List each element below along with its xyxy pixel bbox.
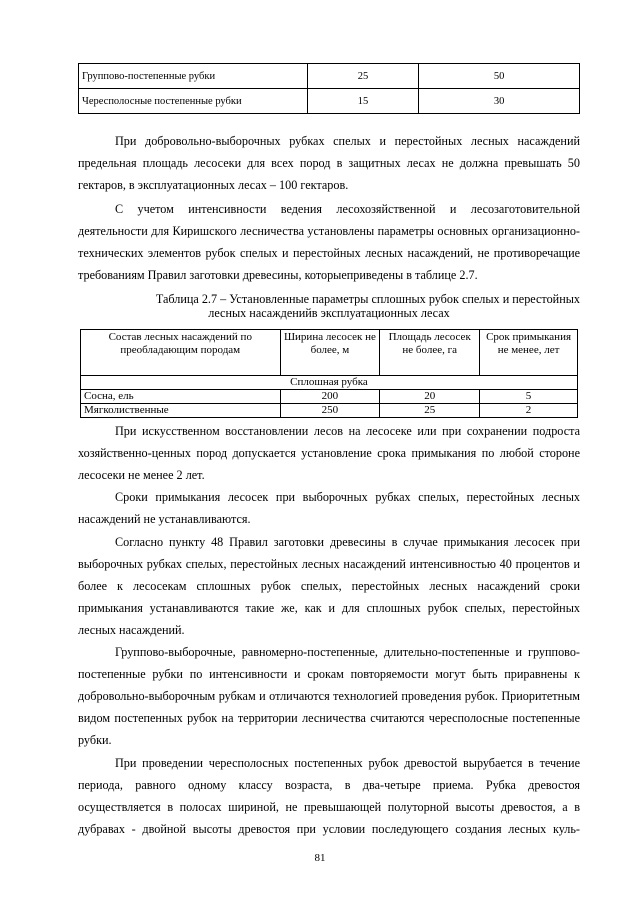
- paragraph: При проведении чересполосных постепенных рубок древостой вырубается в течение периода, равного одному классу возраста, в два-четыре приема. Рубка древостоя осуществляется в полосах шириной, не превышающей полуторной высоты древостоя, а в дубравах - двойной высоты древостоя при условии последующего создания лесных куль-: [78, 756, 580, 836]
- paragraph: Сроки примыкания лесосек при выборочных рубках спелых, перестойных лесных насаждений не устанавливаются.: [78, 490, 580, 526]
- table-cell: 200: [280, 390, 380, 404]
- table-row: [81, 390, 578, 404]
- table-cell: 2: [480, 404, 578, 418]
- table-cell: Группово-постепенные рубки: [79, 64, 308, 89]
- table-cell: Мягколиственные: [81, 404, 281, 418]
- paragraph: С учетом интенсивности ведения лесохозяйственной и лесозаготовительной деятельности для Киришского лесничества установлены параметры основных организационно-технических элементов рубок спелых и перестойных лесных насаждений, не противоречащие требованиям Правил заготовки древесины, которыеприведены в таблице 2.7.: [78, 202, 580, 282]
- table-cell: 25: [307, 64, 419, 89]
- table-subheader-row: [81, 376, 578, 390]
- subheader-cell: Сплошная рубка: [81, 376, 578, 390]
- table-cell: 30: [419, 89, 580, 114]
- parameters-table: [80, 329, 578, 418]
- continuation-table: [78, 63, 580, 114]
- table-row: [81, 404, 578, 418]
- caption-line: лесных насажденийв эксплуатационных лесах: [208, 306, 450, 320]
- table-cell: 50: [419, 64, 580, 89]
- paragraph: При добровольно-выборочных рубках спелых и перестойных лесных насаждений предельная площадь лесосеки для всех пород в защитных лесах не должна превышать 50 гектаров, в эксплуатационных лесах – 100 гектаров.: [78, 134, 580, 192]
- table-cell: 20: [380, 390, 480, 404]
- paragraph: Группово-выборочные, равномерно-постепенные, длительно-постепенные и группово-постепенные рубки по интенсивности и срокам повторяемости могут быть приравнены к добровольно-выборочным рубкам и отличаются технологией проведения рубок. Приоритетным видом постепенных рубок на территории лесничества считаются чересполосные постепенные рубки.: [78, 645, 580, 747]
- column-header: Ширина лесосек не более, м: [280, 330, 380, 376]
- column-header: Срок примыкания не менее, лет: [480, 330, 578, 376]
- paragraph: При искусственном восстановлении лесов на лесосеке или при сохранении подроста хозяйственно-ценных пород допускается установление срока примыкания по любой стороне лесосеки не менее 2 лет.: [78, 424, 580, 482]
- column-header: Площадь лесосек не более, га: [380, 330, 480, 376]
- table-cell: Сосна, ель: [81, 390, 281, 404]
- table-caption: [78, 292, 580, 320]
- paragraph: Согласно пункту 48 Правил заготовки древесины в случае примыкания лесосек при выборочных рубках спелых, перестойных лесных насаждений интенсивностью 40 процентов и более к лесосекам сплошных рубок спелых, перестойных лесных насаждений сроки примыкания устанавливаются такие же, как и для сплошных рубок спелых, перестойных лесных насаждений.: [78, 535, 580, 637]
- table-cell: 250: [280, 404, 380, 418]
- caption-line: Таблица 2.7 – Установленные параметры сплошных рубок спелых и перестойных: [155, 292, 580, 306]
- table-cell: 15: [307, 89, 419, 114]
- table-row: [79, 89, 580, 114]
- table-row: [79, 64, 580, 89]
- table-cell: Чересполосные постепенные рубки: [79, 89, 308, 114]
- page-number: 81: [314, 852, 326, 864]
- column-header: Состав лесных насаждений по преобладающим породам: [81, 330, 281, 376]
- table-cell: 25: [380, 404, 480, 418]
- table-cell: 5: [480, 390, 578, 404]
- table-header-row: [81, 330, 578, 376]
